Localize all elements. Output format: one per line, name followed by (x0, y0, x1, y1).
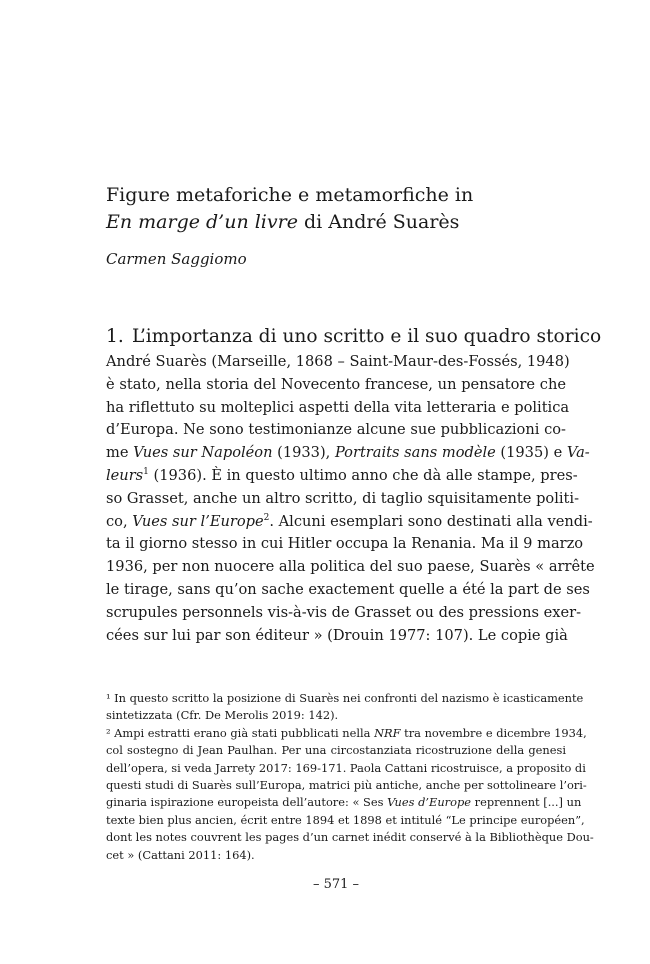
text-span: tra novembre e dicembre 1934, (400, 725, 587, 740)
text-span: co, (106, 512, 133, 530)
body-line (106, 442, 590, 465)
body-line: d’Europa. Ne sono testimonianze alcune sue pubblicazioni co- (106, 421, 566, 439)
footnote-2-line (106, 725, 587, 742)
body-line: so Grasset, anche un altro scritto, di taglio squisitamente politi- (106, 489, 579, 507)
body-line: cées sur lui par son éditeur » (Drouin 1977: 107). Le copie già (106, 626, 568, 644)
body-line: 1936, per non nuocere alla politica del suo paese, Suarès « arrête (106, 558, 595, 576)
author-name: Carmen Saggiomo (106, 250, 247, 268)
book-title: En marge d’un livre (106, 211, 298, 233)
footnote-2-line: cet » (Cattani 2011: 164). (106, 847, 255, 862)
footnote-1-line: ¹ In questo scritto la posizione di Suarès nei confronti del nazismo è icasticamente (106, 691, 584, 705)
text-span: me (106, 444, 134, 462)
work-title: leurs (106, 466, 144, 484)
footnote-2-line: dont les notes couvrent les pages d’un carnet inédit conservé à la Bibliothèque Dou- (106, 830, 594, 845)
text-span: ² Ampi estratti erano già stati pubblicati nella (106, 725, 375, 740)
article-title-line-2 (106, 209, 566, 236)
footnote-2-line (106, 794, 582, 811)
body-line: ta il giorno stesso in cui Hitler occupa la Renania. Ma il 9 marzo (106, 535, 584, 553)
footnote-2-line: col sostegno di Jean Paulhan. Per una circostanziata ricostruzione della genesi (106, 743, 566, 758)
text-span: (1933), (272, 444, 335, 462)
text-span: (1935) e (495, 444, 567, 462)
work-title: Va- (566, 444, 590, 462)
body-paragraph (106, 351, 595, 647)
article-title-line-1: Figure metaforiche e metamorfiche in (106, 184, 474, 206)
footnote-ref-2[interactable]: 2 (263, 512, 270, 523)
page (106, 0, 602, 964)
text-span: reprennent [...] un (471, 795, 582, 810)
work-title: Vues sur l’Europe (132, 512, 264, 530)
footnote-ref-1[interactable]: 1 (143, 467, 149, 478)
body-line (106, 465, 578, 488)
work-title: Vues d’Europe (387, 795, 472, 810)
section-title: L’importanza di uno scritto e il suo quadro storico (132, 326, 602, 347)
title-block (106, 182, 566, 270)
section-number: 1. (106, 326, 124, 347)
body-line: ha riflettuto su molteplici aspetti della vita letteraria e politica (106, 398, 570, 416)
text-span: ginaria ispirazione europeista dell’autore: « Ses (106, 795, 388, 810)
footnote-2-line: dell’opera, si veda Jarrety 2017: 169-171. Paola Cattani ricostruisce, a proposito di (106, 760, 586, 775)
text-span: (1936). È in questo ultimo anno che dà alle stampe, pres- (148, 466, 578, 484)
body-line (106, 511, 593, 534)
work-title: Portraits sans modèle (334, 444, 496, 462)
footnote-2-line: questi studi di Suarès sull’Europa, matrici più antiche, anche per sottolineare l’ori- (106, 777, 587, 792)
text-span: . Alcuni esemplari sono destinati alla vendi- (269, 512, 593, 530)
page-number: – 571 – (312, 877, 360, 892)
body-line: le tirage, sans qu’on sache exactement quelle a été la part de ses (106, 580, 590, 598)
footnote-2-line: texte bien plus ancien, écrit entre 1894 et 1898 et intitulé “Le principe européen”, (106, 812, 585, 827)
footnotes (106, 690, 594, 864)
body-line: André Suarès (Marseille, 1868 – Saint-Maur-des-Fossés, 1948) (106, 353, 570, 370)
body-line: è stato, nella storia del Novecento francese, un pensatore che (106, 375, 566, 393)
article-title-rest: di André Suarès (297, 211, 460, 233)
body-line: scrupules personnels vis-à-vis de Grasset ou des pressions exer- (106, 603, 582, 621)
section-heading (106, 325, 602, 349)
work-title: Vues sur Napoléon (133, 444, 273, 462)
footnote-1-line: sintetizzata (Cfr. De Merolis 2019: 142). (106, 708, 339, 723)
journal-title: NRF (374, 725, 401, 740)
